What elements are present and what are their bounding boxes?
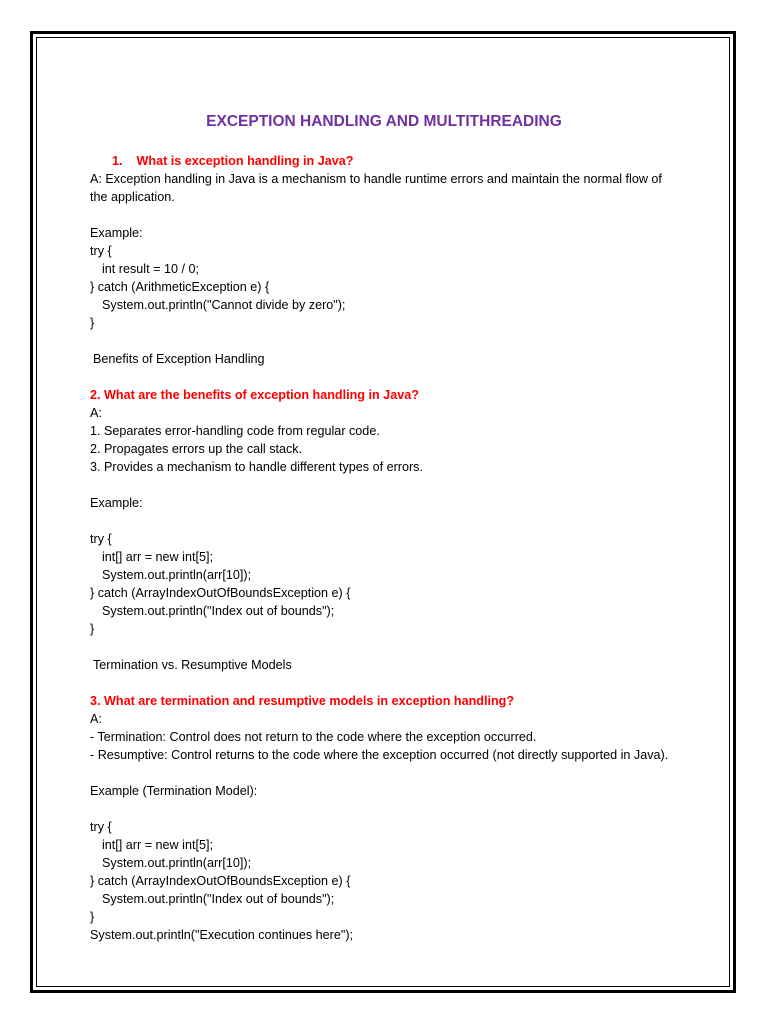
code-line: int[] arr = new int[5]; xyxy=(102,550,213,564)
question-1: 1. What is exception handling in Java? xyxy=(112,154,354,168)
code-line: try { xyxy=(90,820,112,834)
code-line: System.out.println(arr[10]); xyxy=(102,856,252,870)
code-line: System.out.println("Index out of bounds"); xyxy=(102,892,335,906)
code-line: try { xyxy=(90,532,112,546)
subheading-models: Termination vs. Resumptive Models xyxy=(93,658,292,672)
answer-2-point: 2. Propagates errors up the call stack. xyxy=(90,442,303,456)
code-line: } xyxy=(90,910,95,924)
example-3-label: Example (Termination Model): xyxy=(90,784,258,798)
answer-3-point: - Termination: Control does not return to the code where the exception occurred. xyxy=(90,730,537,744)
code-line: System.out.println("Index out of bounds"); xyxy=(102,604,335,618)
code-line: int result = 10 / 0; xyxy=(102,262,199,276)
code-line: } catch (ArithmeticException e) { xyxy=(90,280,270,294)
code-line: try { xyxy=(90,244,112,258)
answer-3-point: - Resumptive: Control returns to the code where the exception occurred (not directly supported in Java). xyxy=(90,748,669,762)
question-2: 2. What are the benefits of exception handling in Java? xyxy=(90,388,419,402)
answer-2-point: 1. Separates error-handling code from regular code. xyxy=(90,424,380,438)
document-body xyxy=(90,108,690,944)
example-1-label: Example: xyxy=(90,226,143,240)
example-2-label: Example: xyxy=(90,496,143,510)
subheading-benefits: Benefits of Exception Handling xyxy=(93,352,265,366)
code-line: } xyxy=(90,316,95,330)
code-line: System.out.println("Execution continues here"); xyxy=(90,928,354,942)
code-line: } catch (ArrayIndexOutOfBoundsException e) { xyxy=(90,874,351,888)
code-line: int[] arr = new int[5]; xyxy=(102,838,213,852)
code-line: } catch (ArrayIndexOutOfBoundsException e) { xyxy=(90,586,351,600)
document-title: EXCEPTION HANDLING AND MULTITHREADING xyxy=(206,113,562,130)
answer-1-line-2: the application. xyxy=(90,190,175,204)
answer-1-line-1: A: Exception handling in Java is a mechanism to handle runtime errors and maintain the normal flow of xyxy=(90,172,662,186)
answer-3-label: A: xyxy=(90,712,102,726)
code-line: System.out.println("Cannot divide by zero"); xyxy=(102,298,346,312)
code-line: } xyxy=(90,622,95,636)
question-3: 3. What are termination and resumptive models in exception handling? xyxy=(90,694,515,708)
code-line: System.out.println(arr[10]); xyxy=(102,568,252,582)
answer-2-label: A: xyxy=(90,406,102,420)
answer-2-point: 3. Provides a mechanism to handle different types of errors. xyxy=(90,460,423,474)
